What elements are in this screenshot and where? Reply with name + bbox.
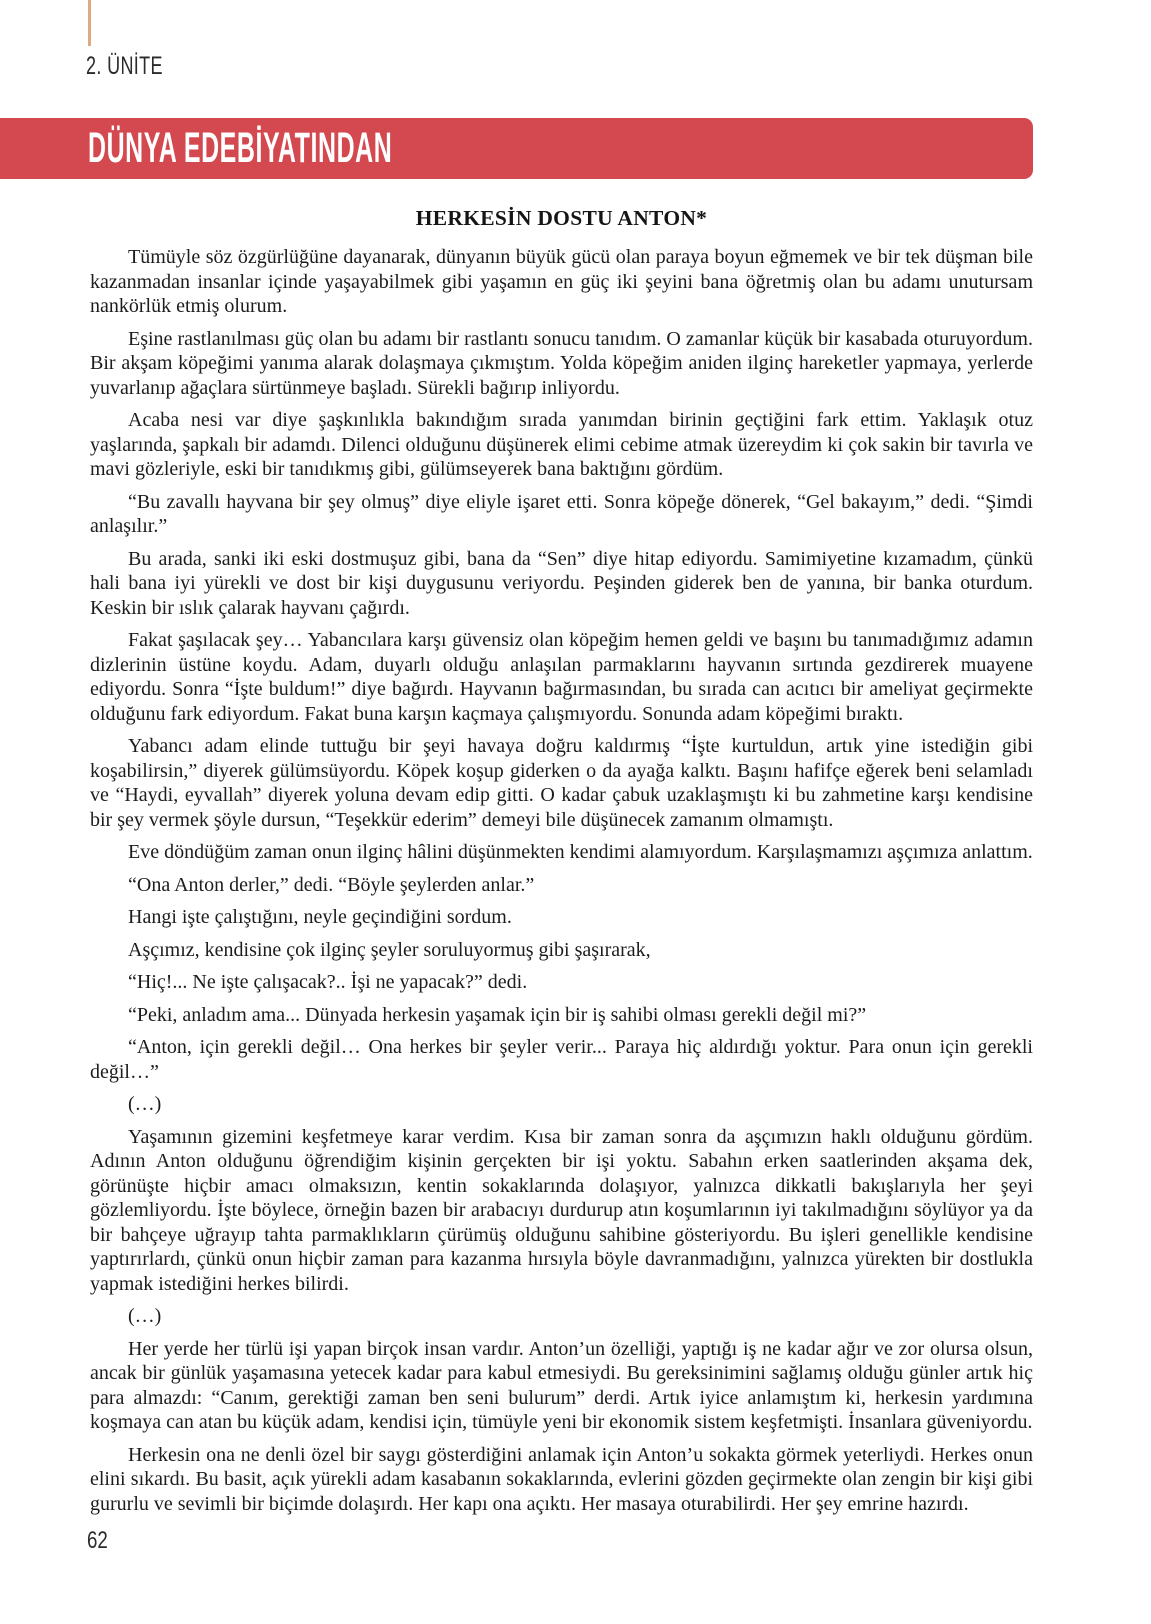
paragraph-ellipsis: (…)	[128, 1093, 162, 1115]
paragraph: Eve döndüğüm zaman onun ilginç hâlini düşünmekten kendimi alamıyordum. Karşılaşmamızı aşçımıza anlattım.	[128, 841, 1033, 863]
paragraph: “Hiç!... Ne işte çalışacak?.. İşi ne yapacak?” dedi.	[128, 971, 528, 993]
paragraph-ellipsis: (…)	[128, 1305, 162, 1327]
paragraph: “Peki, anladım ama... Dünyada herkesin yaşamak için bir iş sahibi olması gerekli değil mi?”	[128, 1003, 867, 1026]
paragraph: Eşine rastlanılması güç olan bu adamı bir rastlantı sonucu tanıdım. O zamanlar küçük bir kasabada oturuyordum. Bir akşam köpeğimi yanıma alarak dolaşmaya çıkmıştım. Yolda köpeğim aniden ilginç hareketler yapmaya, yerlerde yuvarlanıp ağaçlara sürtünmeye başladı. Sürekli bağırıp inliyordu.	[90, 327, 1033, 399]
paragraph: Fakat şaşılacak şey… Yabancılara karşı güvensiz olan köpeğim hemen geldi ve başını bu tanımadığımız adamın dizlerinin üstüne koydu. Adam, duyarlı olduğu anlaşılan parmaklarını hayvanın sırtında gezdirerek muayene ediyordu. Sonra “İşte buldum!” diye bağırdı. Hayvanın bağırmasından, bu sırada can acıtıcı bir ameliyat geçirmekte olduğunu fark ediyordum. Fakat buna karşın kaçmaya çalışmıyordu. Sonunda adam köpeğimi bıraktı.	[90, 629, 1033, 725]
paragraph: Acaba nesi var diye şaşkınlıkla bakındığım sırada yanımdan birinin geçtiğini fark ettim. Yaklaşık otuz yaşlarında, şapkalı bir adamdı. Dilenci olduğunu düşünerek elimi cebime atmak üzereydim ki çok sakin bir tavırla ve mavi gözleriyle, eski bir tanıdıkmış gibi, gülümseyerek bana baktığını gördüm.	[90, 409, 1033, 480]
paragraph: Yabancı adam elinde tuttuğu bir şeyi havaya doğru kaldırmış “İşte kurtuldun, artık yine istediğin gibi koşabilirsin,” diyerek gülümsüyordu. Köpek koşup giderken o da ayağa kalktı. Başını hafifçe eğerek beni selamladı ve “Haydi, eyvallah” diyerek yoluna devam edip gitti. O kadar çabuk uzaklaşmıştı ki bu zahmetine karşı kendisine bir şey vermek şöyle dursun, “Teşekkür ederim” demeyi bile düşünecek zamanım olmamıştı.	[90, 735, 1033, 831]
article-title: HERKESİN DOSTU ANTON*	[415, 206, 708, 230]
section-banner-title: DÜNYA EDEBİYATINDAN	[88, 124, 393, 172]
paragraph: Her yerde her türlü işi yapan birçok insan vardır. Anton’un özelliği, yaptığı iş ne kadar ağır ve zor olursa olsun, ancak bir günlük yaşamasına yetecek kadar para kabul etmesiydi. Bu gereksinimini sağlamış olduğu günler artık hiç para almazdı: “Canım, gerektiği zaman ben seni bulurum” derdi. Artık iyice anlamıştım ki, herkesin yardımına koşmaya can atan bu küçük adam, kendisi için, tümüyle yeni bir ekonomik sistem keşfetmişti. İnsanlara güveniyordu.	[90, 1337, 1033, 1433]
paragraph: Bu arada, sanki iki eski dostmuşuz gibi, bana da “Sen” diye hitap ediyordu. Samimiyetine kızamadım, çünkü hali bana iyi yürekli ve dost bir kişi duygusunu veriyordu. Peşinden giderek ben de yanına, bir banka oturdum. Keskin bir ıslık çalarak hayvanı çağırdı.	[90, 547, 1033, 619]
paragraph: “Bu zavallı hayvana bir şey olmuş” diye eliyle işaret etti. Sonra köpeğe dönerek, “Gel bakayım,” dedi. “Şimdi anlaşılır.”	[90, 490, 1033, 537]
paragraph: “Ona Anton derler,” dedi. “Böyle şeylerden anlar.”	[128, 873, 535, 896]
article	[90, 206, 1033, 1524]
paragraph: “Anton, için gerekli değil… Ona herkes bir şeyler verir... Paraya hiç aldırdığı yoktur. Para onun için gerekli değil…”	[90, 1036, 1033, 1083]
section-banner	[0, 118, 1033, 179]
paragraph: Hangi işte çalıştığını, neyle geçindiğini sordum.	[128, 906, 512, 928]
accent-line	[88, 0, 91, 46]
paragraph: Tümüyle söz özgürlüğüne dayanarak, dünyanın büyük gücü olan paraya boyun eğmemek ve bir tek düşman bile kazanmadan insanlar içinde yaşayabilmek gibi yaşamın en güç iki şeyini bana öğretmiş olan bu adamı unutursam nankörlük etmiş olurum.	[90, 246, 1033, 317]
page-number: 62	[87, 1527, 108, 1554]
paragraph: Yaşamının gizemini keşfetmeye karar verdim. Kısa bir zaman sonra da aşçımızın haklı olduğunu gördüm. Adının Anton olduğunu öğrendiğim kişinin gerçekten bir işi yoktu. Sabahın erken saatlerinden akşama dek, görünüşte hiçbir amacı olmaksızın, kentin sokaklarında dolaşıyor, yalnızca dikkatli bakışlarıyla her şeyi gözlemliyordu. İşte böylece, örneğin bazen bir arabacıyı durdurup atın koşumlarının iyi takılmadığını söylüyor ya da bir bahçeye uğrayıp tahta parmaklıkların çürümüş olduğunu sahibine gösteriyordu. Bu işleri genellikle kendisine yaptırırlardı, çünkü onun hiçbir zaman para kazanma hırsıyla böyle davranmadığını, yalnızca yürekten bir dostlukla yapmak istediğini herkes bilirdi.	[90, 1125, 1033, 1295]
unit-label: 2. ÜNİTE	[86, 52, 163, 80]
paragraph: Herkesin ona ne denli özel bir saygı gösterdiğini anlamak için Anton’u sokakta görmek yeterliydi. Herkes onun elini sıkardı. Bu basit, açık yürekli adam kasabanın sokaklarında, evlerini gözden geçirmekte olan zengin bir kişi gibi gururlu ve sevimli bir biçimde dolaşırdı. Her kapı ona açıktı. Her masaya oturabilirdi. Her şey emrine hazırdı.	[90, 1443, 1033, 1515]
paragraph: Aşçımız, kendisine çok ilginç şeyler soruluyormuş gibi şaşırarak,	[128, 938, 651, 961]
